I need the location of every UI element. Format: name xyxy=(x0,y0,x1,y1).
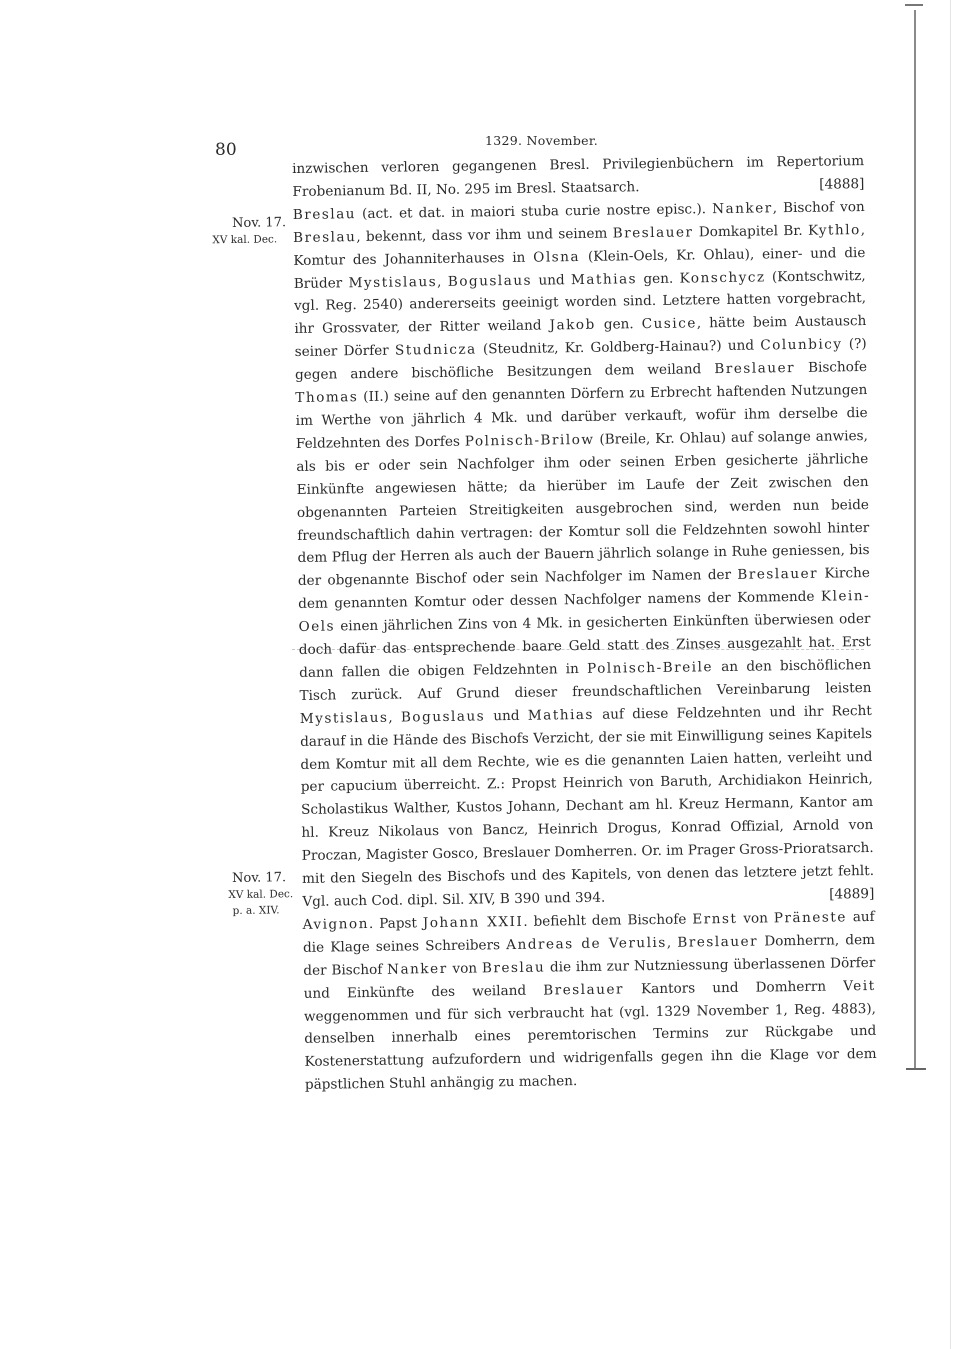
place-name: Breslau xyxy=(481,959,546,977)
person-name: Nanker xyxy=(712,200,773,217)
place-name: Klein-Oels xyxy=(298,588,871,636)
entry-number: [4889] xyxy=(829,885,875,903)
person-name: Veit xyxy=(843,977,876,995)
person-name: Thomas xyxy=(295,389,359,407)
margin-date-entry2 xyxy=(228,870,294,919)
place-name: Polnisch-Breile xyxy=(586,659,714,677)
regest-4889: Breslau (act. et dat. in maiori stuba curie nostre episc.). Nanker, Bischof von Breslau, bekennt, dass vor ihm und seinem Breslauer Domkapitel Br. Kythlo, Komtur des Johanniterhauses in Olsna (Klein-Oels, Kr. Ohlau), einer- und die Brüder Mystislaus, Boguslaus und Mathias gen. Konschycz (Kontschwitz, vgl. Reg. 2540) andererseits geeinigt worden sind. Letztere hatten vorgebracht, ihr Grossvater, der Ritter weiland Jakob gen. Cusice, hätte beim Austausch seiner Dörfer Studnicza (Steudnitz, Kr. Goldberg-Hainau?) und Colunbicy (?) gegen andere bischöfliche Besitzungen dem weiland Breslauer Bischofe Thomas (II.) seine auf den genannten Dörfern zu Erbrecht haftenden Nutzungen im Werthe von jährlich 4 Mk. und darüber verkauft, wofür ihm derselbe die Feldzehnten des Dorfes Polnisch-Brilow (Breile, Kr. Ohlau) auf solange anwies, als bis er oder sein Nachfolger ihm oder seinen Erben gesicherte jährliche Einkünfte angewiesen hätte; da hierüber im Laufe der Zeit zwischen den obgenannten Parteien Streitigkeiten ausgebrochen sind, werden nun beide freundschaftlich dahin vertragen: der Komtur soll die Feldzehnten sowohl hinter dem Pflug der Herren als auch der Bauern jährlich solange in Ruhe geniessen, bis der obgenannte Bischof oder sein Nachfolger im Namen der Breslauer Kirche dem genannten Komtur oder dessen Nachfolger namens der Kommende Klein-Oels einen jährlichen Zins von 4 Mk. in gesicherten Einkünften überwiesen oder doch dafür das entsprechende baare Geld statt des Zinses ausgezahlt hat. Erst dann fallen die obigen Feldzehnten in Polnisch-Breile an den bischöflichen Tisch zurück. Auf Grund dieser freundschaftlichen Vereinbarung leisten Mystislaus, Boguslaus und Mathias auf diese Feldzehnten und ihr Recht darauf in die Hände des Bischofs Verzicht, der sie mit Einwilligung seines Kapitels dem Komtur mit all dem Rechte, wie es die genannten Laien hatten, verleiht und per capucium überreicht. Z.: Propst Heinrich von Baruth, Archidiakon Heinrich, Scholastikus Walther, Kustos Johann, Dechant am hl. Kreuz Hermann, Kantor am hl. Kreuz Nikolaus von Bancz, Heinrich Drogus, Konrad Offizial, Arnold von Proczan, Magister Gosco, Breslauer Domherren. Or. im Prager Gross-Prioratsarch. mit den Siegeln des Bischofs und des Kapitels, von denen das letztere jetzt fehlt. Vgl. auch Cod. dipl. Sil. XIV, B 390 und 394. [4889] xyxy=(292,198,875,910)
person-name: Mystislaus xyxy=(348,273,438,291)
margin-date: Nov. 17. xyxy=(232,870,287,886)
place-name: Breslauer xyxy=(677,933,759,951)
page-number: 80 xyxy=(215,140,237,160)
margin-roman-date: XV kal. Dec. xyxy=(228,888,294,902)
place-name: Breslau xyxy=(292,205,357,223)
intro-paragraph: inzwischen verloren gegangenen Bresl. Privilegienbüchern im Repertorium Frobenianum Bd. II, No. 295 im Bresl. Staatsarch. [4888] xyxy=(292,153,865,200)
place-name: Breslau xyxy=(293,228,357,246)
place-name: Olsna xyxy=(533,248,581,266)
place-name: Studnicza xyxy=(394,341,477,359)
place-name: Avignon xyxy=(302,915,370,933)
running-head: 1329. November. xyxy=(485,133,599,148)
person-name: Jakob xyxy=(549,317,596,334)
place-name: Polnisch-Brilow xyxy=(464,431,595,450)
place-name: Colunbicy xyxy=(760,336,843,354)
person-name: Ernst xyxy=(692,910,738,928)
margin-roman-date: XV kal. Dec. xyxy=(212,233,278,247)
person-name: Cusice xyxy=(641,315,697,333)
entry-number: [4888] xyxy=(819,175,865,193)
person-name: Andreas de Verulis xyxy=(506,934,667,953)
page-edge xyxy=(950,0,951,1349)
scan-rule-cap xyxy=(905,4,923,6)
person-name: Kythlo xyxy=(807,221,861,239)
person-name: Boguslaus xyxy=(400,708,486,726)
margin-date: Nov. 17. xyxy=(232,215,287,231)
person-name: Konschycz xyxy=(679,268,766,287)
place-name: Breslauer xyxy=(612,224,694,242)
margin-date-entry1 xyxy=(212,215,287,248)
scan-rule xyxy=(914,10,916,1068)
person-name: Johann XXII xyxy=(422,913,524,932)
regest-4890: Avignon. Papst Johann XXII. befiehlt dem Bischofe Ernst von Präneste auf die Klage seines Schreibers Andreas de Verulis, Breslauer Domherrn, dem der Bischof Nanker von Breslau die ihm zur Nutzniessung überlassenen Dörfer und Einkünfte des weiland Breslauer Kantors und Domherrn Veit weggenommen und für sich verbraucht hat (vgl. 1329 November 1, Reg. 4883), denselben innerhalb eines peremtorischen Termins zur Rückgabe und Kostenerstattung aufzufordern und widrigenfalls gegen ihn die Klage vor dem päpstlichen Stuhl anhängig zu machen. xyxy=(302,908,877,1094)
place-name: Präneste xyxy=(773,909,847,927)
person-name: Mystislaus xyxy=(299,709,389,727)
person-name: Mathias xyxy=(570,270,638,288)
place-name: Breslauer xyxy=(714,360,796,378)
scan-rule-foot xyxy=(906,1068,926,1070)
margin-pontifical-year: p. a. XIV. xyxy=(232,904,280,917)
body-text xyxy=(292,150,877,1097)
place-name: Breslauer xyxy=(737,566,819,584)
person-name: Mathias xyxy=(527,706,595,724)
person-name: Nanker xyxy=(387,960,448,978)
person-name: Boguslaus xyxy=(447,272,533,290)
place-name: Breslauer xyxy=(543,981,625,999)
